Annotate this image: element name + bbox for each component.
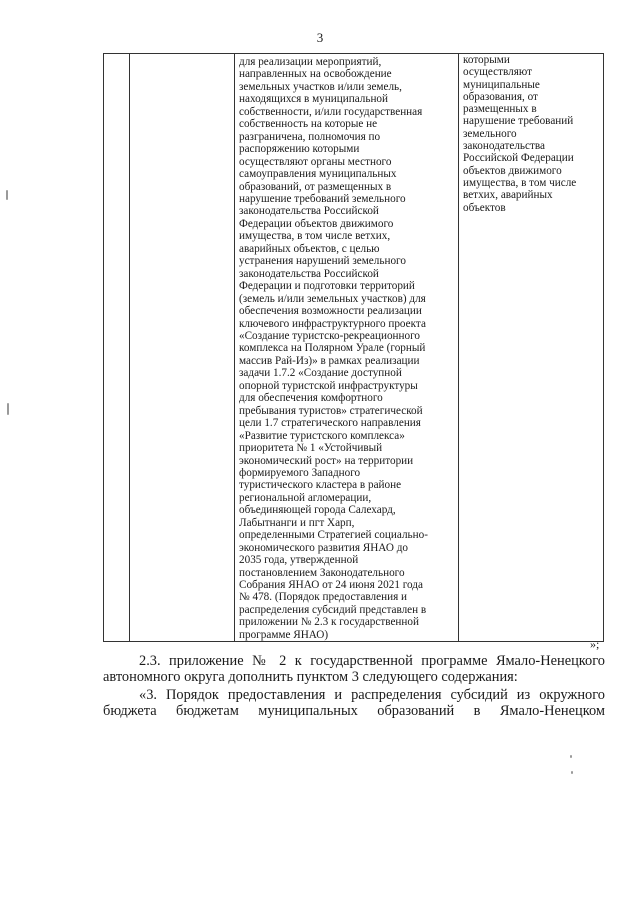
- table-cell-result: [459, 54, 604, 642]
- description-text: для реализации мероприятий, направленных на освобождение земельных участков и/или земель, находящихся в муниципальной собственности, и/или государственная собственность на которые не разграничена, полномочия по распоряжению которыми осуществляют органы местного самоуправления муниципальных образований, от размещенных в нарушение требований земельного законодательства Российской Федерации объектов движимого имущества, в том числе ветхих, аварийных объектов, с целью устранения нарушений земельного законодательства Российской Федерации и подготовки территорий (земель и/или земельных участков) для обеспечения возможности реализации ключевого инфраструктурного проекта «Создание туристско-рекреационного комплекса на Полярном Урале (горный массив Рай-Из)» в рамках реализации задачи 1.7.2 «Создание доступной опорной туристской инфраструктуры для обеспечения комфортного пребывания туристов» стратегической цели 1.7 стратегического направления «Развитие туристского комплекса» приоритета № 1 «Устойчивый экономический рост» на территории формируемого Западного туристического кластера в районе региональной агломерации, объединяющей города Салехард, Лабытнанги и пгт Харп, определенными Стратегией социально- экономического развития ЯНАО до 2035 года, утвержденной постановлением Законодательного Собрания ЯНАО от 24 июня 2021 года № 478. (Порядок предоставления и распределения субсидий представлен в приложении № 2.3 к государственной программе ЯНАО): [239, 56, 428, 641]
- program-table: [103, 53, 604, 642]
- table-cell-number: [104, 54, 130, 642]
- table-cell-name: [130, 54, 235, 642]
- scan-speck: [6, 190, 8, 200]
- closing-quote-mark: »;: [590, 637, 600, 651]
- page-number: 3: [316, 30, 324, 45]
- paragraph-line: автономного округа дополнить пунктом 3 следующего содержания:: [103, 668, 518, 685]
- amendment-paragraph: [103, 654, 605, 685]
- paragraph-line: «3. Порядок предоставления и распределения субсидий из окружного: [139, 687, 605, 703]
- scan-speck: [7, 403, 9, 415]
- table-cell-description: [235, 54, 459, 642]
- table-row: [104, 54, 604, 642]
- paragraph-line: бюджета бюджетам муниципальных образований в Ямало-Ненецком: [103, 702, 605, 719]
- paragraph-line: 2.3. приложение № 2 к государственной программе Ямало-Ненецкого: [139, 653, 605, 669]
- new-clause-paragraph: [103, 688, 605, 719]
- result-text: которыми осуществляют муниципальные образования, от размещенных в нарушение требований земельного законодательства Российской Федерации объектов движимого имущества, в том числе ветхих, аварийных объектов: [463, 54, 577, 214]
- scan-speck: [570, 755, 572, 758]
- scan-speck: [571, 771, 573, 774]
